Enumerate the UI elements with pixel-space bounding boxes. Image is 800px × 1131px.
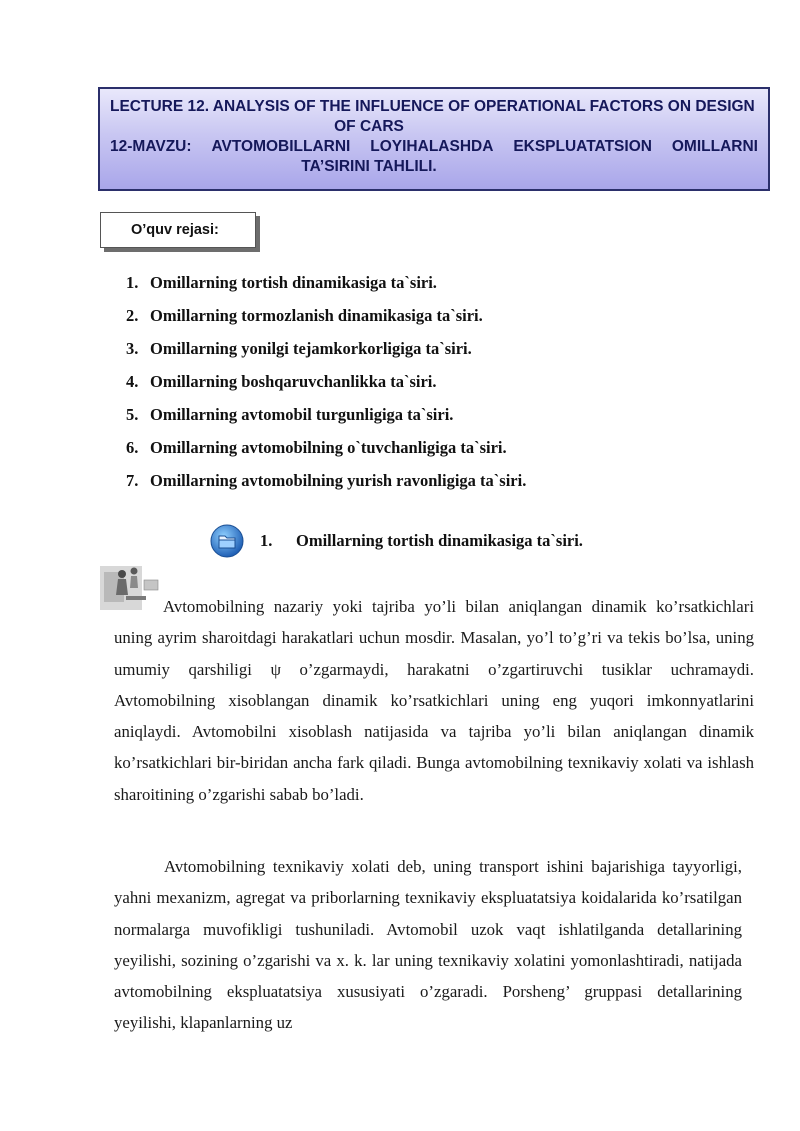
plan-item: 4. Omillarning boshqaruvchanlikka ta`siri. bbox=[126, 372, 437, 391]
plan-item: 7. Omillarning avtomobilning yurish ravonligiga ta`siri. bbox=[126, 471, 527, 490]
folder-icon bbox=[210, 524, 244, 558]
plan-item: 1. Omillarning tortish dinamikasiga ta`siri. bbox=[126, 273, 437, 292]
plan-item: 3. Omillarning yonilgi tejamkorkorligiga ta`siri. bbox=[126, 339, 472, 358]
section-title: Omillarning tortish dinamikasiga ta`siri. bbox=[296, 531, 583, 550]
title-line-english-cont: OF CARS bbox=[334, 118, 404, 135]
plan-item: 5. Omillarning avtomobil turgunligiga ta`siri. bbox=[126, 405, 454, 424]
lecture-title-box bbox=[98, 87, 770, 191]
body-paragraph-1: Avtomobilning nazariy yoki tajriba yo’li bilan aniqlangan dinamik ko’rsatkichlari uning ayrim sharoitdagi harakatlari uchun mosdir. Masalan, yo’l to’g’ri va tekis bo’lsa, uning umumiy qarshiligi ψ o’zgarmaydi, harakatni o’zgartiruvchi tusiklar uchramaydi. Avtomobilning xisoblangan dinamik ko’rsatkichlari uning eng yuqori imkonnyatlarini aniqlaydi. Avtomobilni xisoblash natijasida va tajriba yo’li bilan aniqlangan dinamik ko’rsatkichlari bir-biridan ancha fark qiladi. Bunga avtomobilning texnikaviy xolati va ishlash sharoitining o’zgarishi sabab bo’ladi. bbox=[114, 597, 754, 804]
plan-item: 6. Omillarning avtomobilning o`tuvchanligiga ta`siri. bbox=[126, 438, 507, 457]
title-line-english: LECTURE 12. ANALYSIS OF THE INFLUENCE OF OPERATIONAL FACTORS ON DESIGN bbox=[110, 98, 755, 115]
plan-item: 2. Omillarning tormozlanish dinamikasiga ta`siri. bbox=[126, 306, 483, 325]
study-plan-badge: O’quv rejasi: bbox=[100, 212, 256, 248]
section-heading bbox=[210, 521, 583, 561]
title-line-uzbek-cont: TA’SIRINI TAHLILI. bbox=[301, 158, 437, 175]
study-plan-list bbox=[126, 270, 526, 501]
section-number: 1. bbox=[260, 531, 273, 550]
body-paragraph-2: Avtomobilning texnikaviy xolati deb, uning transport ishini bajarishiga tayyorligi, yahni mexanizm, agregat va priborlarning texnikaviy ekspluatatsiya koidalarida ko’rsatilgan normalarga muvofikligi tushuniladi. Avtomobil uzok vaqt ishlatilganda detallarining yeyilishi, sozining o’zgarishi va x. k. lar uning texnikaviy xolatini yomonlashtiradi, natijada avtomobilning ekspluatatsiya xususiyati o’zgaradi. Porsheng’ gruppasi detallarining yeyilishi, klapanlarning uz bbox=[114, 857, 742, 1033]
title-line-uzbek: 12-MAVZU: AVTOMOBILLARNI LOYIHALASHDA EKSPLUATATSION OMILLARNI bbox=[110, 138, 758, 155]
